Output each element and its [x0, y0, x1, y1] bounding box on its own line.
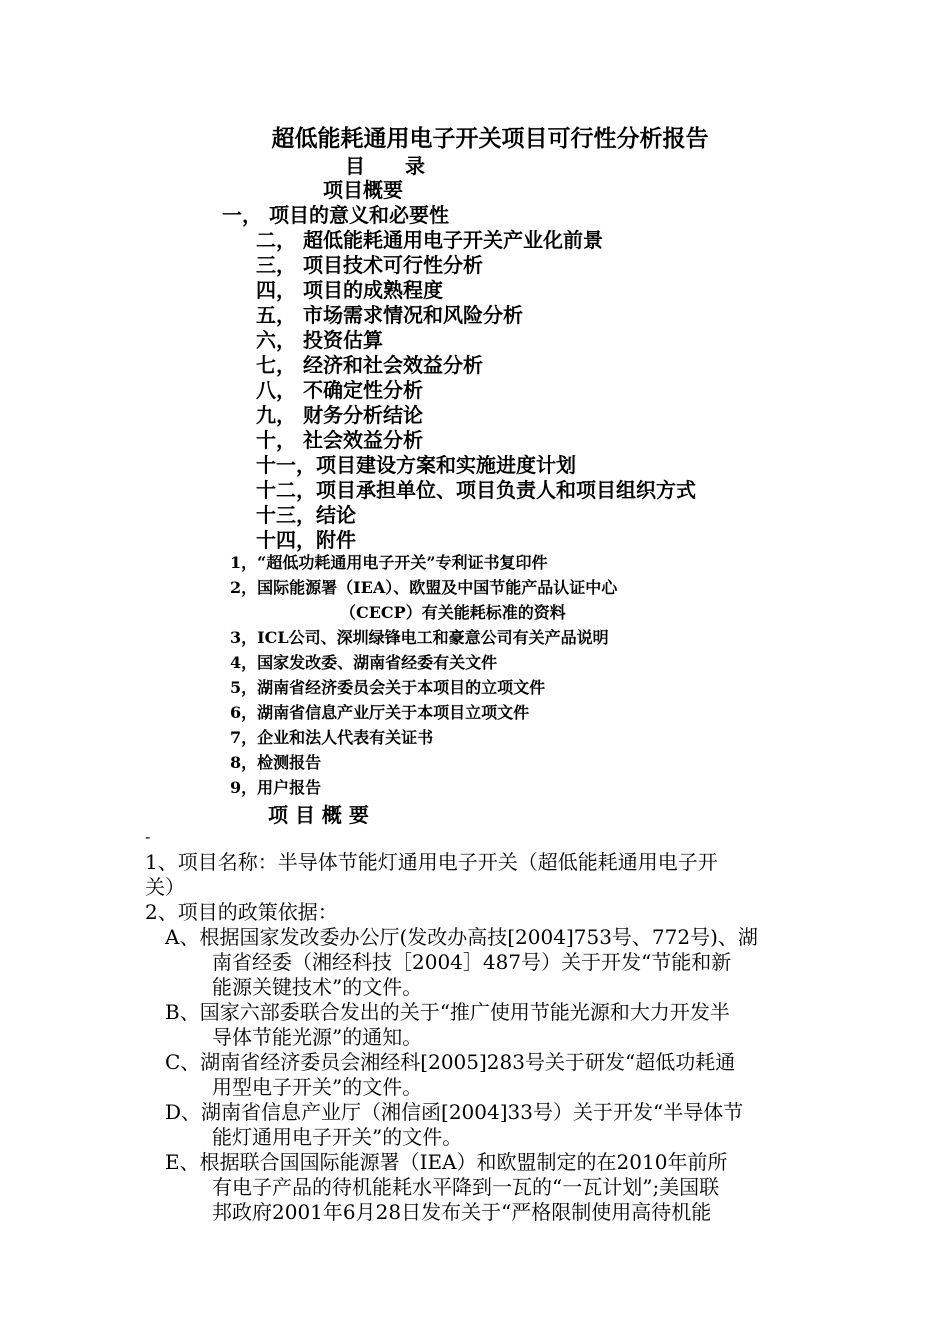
toc-item-4: 四， 项目的成熟程度: [256, 278, 443, 302]
body-line-3: 2、项目的政策依据：: [145, 900, 338, 924]
toc-item-9: 九， 财务分析结论: [256, 403, 423, 427]
appendix-item-6: 6，湖南省信息产业厅关于本项目立项文件: [230, 703, 530, 722]
body-line-5: 南省经委（湘经科技［2004］487号）关于开发“节能和新: [212, 950, 732, 974]
appendix-item-7: 7，企业和法人代表有关证书: [230, 728, 434, 747]
toc-item-3: 三， 项目技术可行性分析: [256, 253, 483, 277]
toc-item-14: 十四，附件: [256, 528, 356, 552]
document-title: 超低能耗通用电子开关项目可行性分析报告: [271, 125, 709, 152]
toc-heading: 目 录: [345, 154, 425, 178]
toc-item-7: 七， 经济和社会效益分析: [256, 353, 483, 377]
body-line-7: B、国家六部委联合发出的关于“推广使用节能光源和大力开发半: [165, 1000, 730, 1024]
appendix-item-8: 8，检测报告: [230, 753, 322, 772]
appendix-item-4: 4，国家发改委、湖南省经委有关文件: [230, 653, 498, 672]
toc-item-6: 六， 投资估算: [256, 328, 383, 352]
body-line-10: 用型电子开关”的文件。: [212, 1075, 423, 1099]
toc-item-2: 二， 超低能耗通用电子开关产业化前景: [256, 228, 603, 252]
body-line-1: 1、项目名称：半导体节能灯通用电子开关（超低能耗通用电子开: [145, 850, 718, 874]
body-line-2: 关）: [145, 875, 185, 899]
appendix-item-1: 1，“超低功耗通用电子开关”专利证书复印件: [230, 553, 548, 572]
toc-item-1: 一， 项目的意义和必要性: [222, 203, 449, 227]
body-line-4: A、根据国家发改委办公厅(发改办高技[2004]753号、772号)、湖: [165, 925, 758, 949]
toc-item-5: 五， 市场需求情况和风险分析: [256, 303, 523, 327]
body-line-11: D、湖南省信息产业厅（湘信函[2004]33号）关于开发“半导体节: [165, 1100, 744, 1124]
body-line-14: 有电子产品的待机能耗水平降到一瓦的“一瓦计划”;美国联: [212, 1175, 720, 1199]
toc-item-12: 十二，项目承担单位、项目负责人和项目组织方式: [256, 478, 696, 502]
toc-item-10: 十， 社会效益分析: [256, 428, 423, 452]
appendix-item-9: 9，用户报告: [230, 778, 322, 797]
body-line-12: 能灯通用电子开关”的文件。: [212, 1125, 463, 1149]
body-line-13: E、根据联合国国际能源署（IEA）和欧盟制定的在2010年前所: [165, 1150, 728, 1174]
body-line-9: C、湖南省经济委员会湘经科[2005]283号关于研发“超低功耗通: [165, 1050, 736, 1074]
toc-item-overview: 项目概要: [323, 178, 403, 202]
appendix-item-2: 2，国际能源署（IEA）、欧盟及中国节能产品认证中心: [230, 578, 618, 597]
body-line-8: 导体节能光源”的通知。: [212, 1025, 423, 1049]
appendix-item-5: 5，湖南省经济委员会关于本项目的立项文件: [230, 678, 546, 697]
toc-item-8: 八， 不确定性分析: [256, 378, 423, 402]
appendix-item-2-cont: （CECP）有关能耗标准的资料: [340, 603, 566, 622]
toc-item-11: 十一，项目建设方案和实施进度计划: [256, 453, 576, 477]
section-heading: 项 目 概 要: [268, 803, 369, 827]
appendix-item-3: 3，ICL公司、深圳绿锋电工和豪意公司有关产品说明: [230, 628, 609, 647]
body-line-15: 邦政府2001年6月28日发布关于“严格限制使用高待机能: [212, 1200, 712, 1224]
toc-item-13: 十三，结论: [256, 503, 356, 527]
body-line-6: 能源关键技术”的文件。: [212, 975, 423, 999]
dash-mark: -: [145, 827, 151, 846]
